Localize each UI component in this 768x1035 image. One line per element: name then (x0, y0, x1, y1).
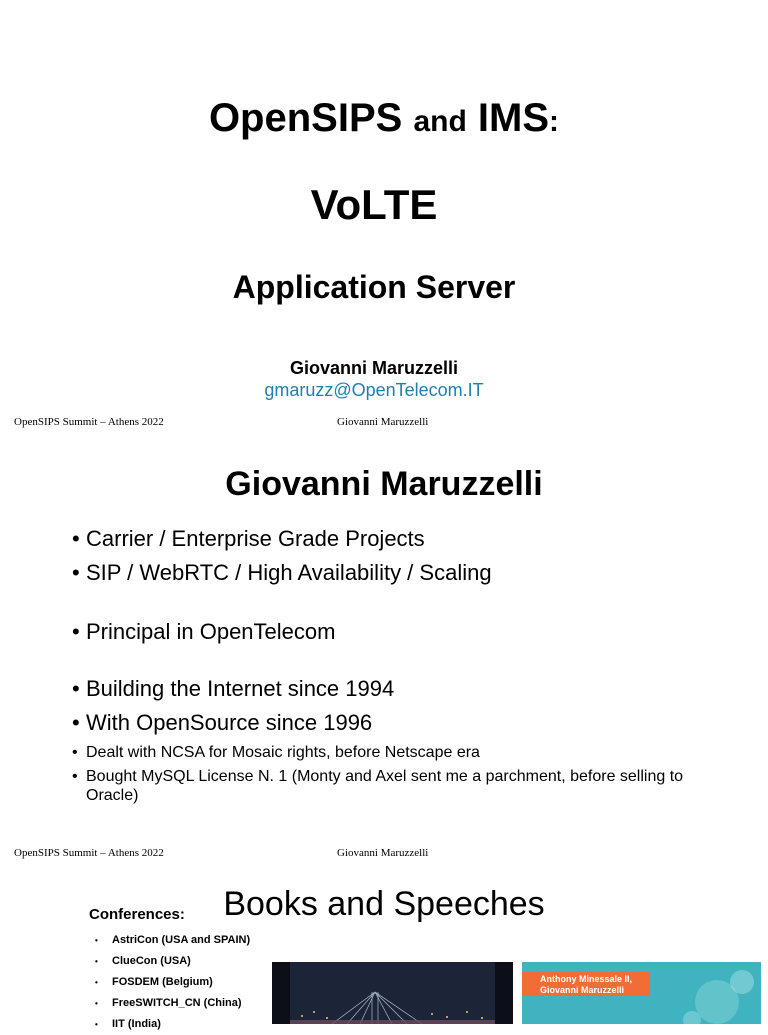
slide1-author: Giovanni Maruzzelli (289, 358, 459, 378)
list-item: • FOSDEM (Belgium) (95, 972, 250, 993)
slide2-footer-left: OpenSIPS Summit – Athens 2022 (14, 847, 164, 859)
slide2-bullets-group3 (72, 672, 712, 740)
bullet-icon: • (72, 744, 78, 761)
bullet-icon: • (95, 1020, 98, 1029)
slide1-title (0, 94, 768, 142)
book-author-label: Anthony Minessale II, Giovanni Maruzzelli (522, 972, 650, 996)
bullet-icon: • (95, 999, 98, 1008)
list-item: • FreeSWITCH_CN (China) (95, 993, 250, 1014)
bullet-icon: • (72, 710, 80, 735)
slide1-subtitle2: Application Server (232, 269, 516, 305)
bullet-icon: • (72, 619, 80, 644)
bullet-icon: • (95, 936, 98, 945)
title-colon: : (549, 105, 560, 138)
slide2-sub-bullets (72, 743, 712, 805)
bullet-icon: • (72, 526, 80, 551)
slide1-subtitle: VoLTE (310, 181, 438, 228)
bullet-icon: • (95, 957, 98, 966)
list-item: • IIT (India) (95, 1014, 250, 1035)
list-item: • AstriCon (USA and SPAIN) (95, 930, 250, 951)
slide2-bullets-group1 (72, 522, 712, 590)
bullet-icon: • (72, 560, 80, 585)
slide1-email-link[interactable]: gmaruzz@OpenTelecom.IT (264, 380, 484, 400)
list-item: • Building the Internet since 1994 (72, 672, 712, 706)
bullet-icon: • (72, 768, 78, 785)
slide2-bullets-group2 (72, 615, 712, 649)
slide2-footer-center: Giovanni Maruzzelli (337, 847, 429, 859)
book-cover-image-2 (522, 962, 761, 1024)
list-item: • With OpenSource since 1996 (72, 706, 712, 740)
conferences-list (95, 930, 250, 1035)
title-and: and (413, 105, 467, 138)
list-item: • Principal in OpenTelecom (72, 615, 712, 649)
book-cover-image-1 (272, 962, 513, 1024)
slide1-footer-left: OpenSIPS Summit – Athens 2022 (14, 416, 164, 428)
slide2-title: Giovanni Maruzzelli (225, 465, 543, 503)
conferences-heading: Conferences: (89, 906, 185, 923)
city-bridge-illustration (272, 962, 513, 1024)
bullet-icon: • (72, 676, 80, 701)
list-item: • Carrier / Enterprise Grade Projects (72, 522, 712, 556)
list-item: • SIP / WebRTC / High Availability / Scaling (72, 556, 712, 590)
slide3-title: Books and Speeches (223, 885, 545, 923)
list-item: • Bought MySQL License N. 1 (Monty and Axel sent me a parchment, before selling to Oracle) (72, 768, 684, 804)
list-item: • ClueCon (USA) (95, 951, 250, 972)
title-opensips: OpenSIPS (208, 96, 403, 140)
slide1-footer-center: Giovanni Maruzzelli (337, 416, 429, 428)
title-ims: IMS (477, 96, 550, 140)
list-item: • Dealt with NCSA for Mosaic rights, before Netscape era (72, 744, 480, 761)
bullet-icon: • (95, 978, 98, 987)
